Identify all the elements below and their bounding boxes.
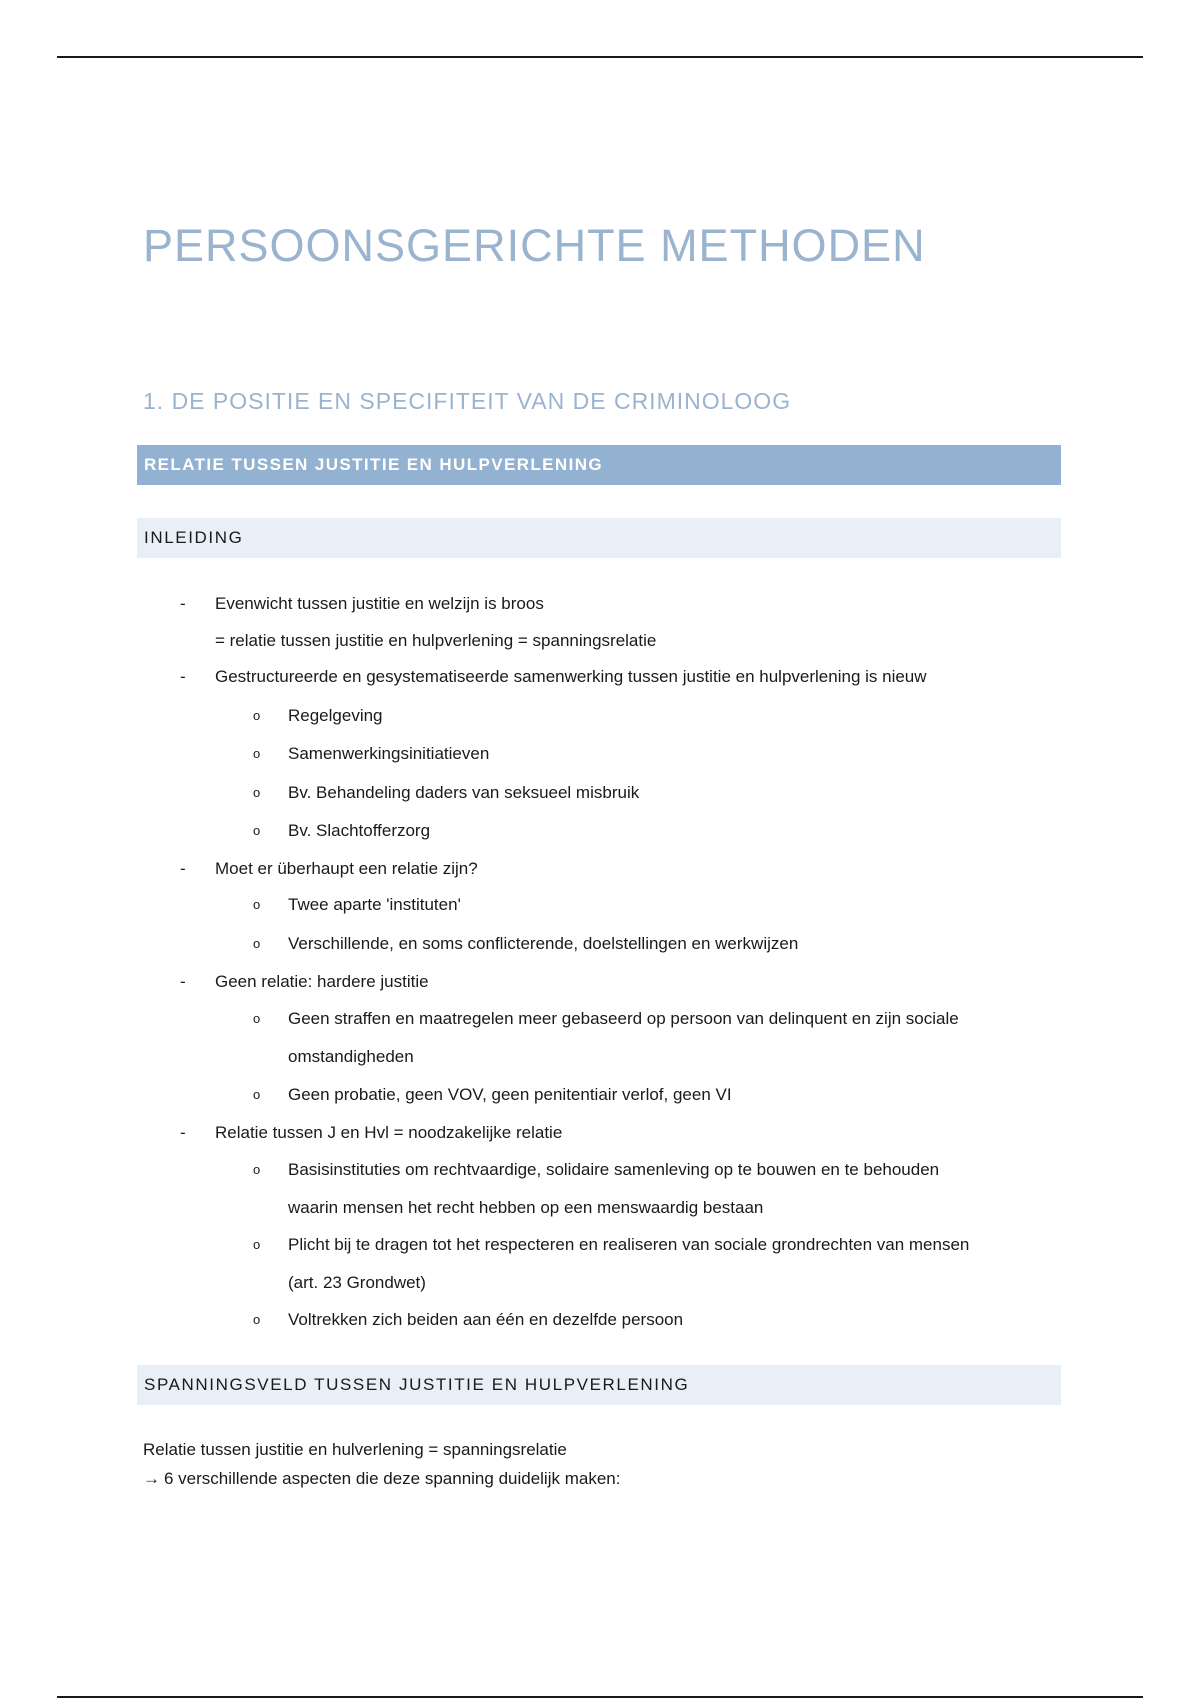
page-title: PERSOONSGERICHTE METHODEN [143, 220, 926, 271]
sub-list-item: Regelgeving [288, 706, 383, 725]
dash-bullet-marker: - [180, 594, 186, 613]
dash-bullet-marker: - [180, 667, 186, 686]
sub-list-item: Twee aparte 'instituten' [288, 895, 461, 914]
list-item: Gestructureerde en gesystematiseerde samenwerking tussen justitie en hulpverlening is nieuw [215, 667, 927, 686]
circle-bullet-marker: o [253, 1087, 261, 1102]
subsection-heading-tension: SPANNINGSVELD TUSSEN JUSTITIE EN HULPVERLENING [137, 1365, 1061, 1405]
chapter-heading: 1. DE POSITIE EN SPECIFITEIT VAN DE CRIMINOLOOG [143, 388, 792, 414]
dash-bullet-marker: - [180, 972, 186, 991]
circle-bullet-marker: o [253, 936, 261, 951]
subsection-heading-intro: INLEIDING [137, 518, 1061, 558]
arrow-right-icon: → [143, 1469, 160, 1488]
section-heading: RELATIE TUSSEN JUSTITIE EN HULPVERLENING [137, 445, 1061, 485]
sub-list-item: Geen straffen en maatregelen meer gebaseerd op persoon van delinquent en zijn sociale [288, 1009, 959, 1028]
sub-list-item: Bv. Behandeling daders van seksueel misbruik [288, 783, 640, 802]
sub-list-item-continuation: waarin mensen het recht hebben op een menswaardig bestaan [288, 1198, 764, 1217]
list-item: Evenwicht tussen justitie en welzijn is broos [215, 594, 544, 613]
sub-list-item: Verschillende, en soms conflicterende, doelstellingen en werkwijzen [288, 934, 799, 953]
sub-list-item: Samenwerkingsinitiatieven [288, 744, 490, 763]
circle-bullet-marker: o [253, 1162, 261, 1177]
paragraph: Relatie tussen justitie en hulverlening = spanningsrelatie [143, 1440, 567, 1459]
circle-bullet-marker: o [253, 1011, 261, 1026]
circle-bullet-marker: o [253, 746, 261, 761]
circle-bullet-marker: o [253, 1237, 261, 1252]
sub-list-item-continuation: (art. 23 Grondwet) [288, 1273, 426, 1292]
list-item: Moet er überhaupt een relatie zijn? [215, 859, 478, 878]
header-rule [57, 56, 1143, 58]
sub-list-item: Basisinstituties om rechtvaardige, solidaire samenleving op te bouwen en te behouden [288, 1160, 940, 1179]
sub-list-item-continuation: omstandigheden [288, 1047, 414, 1066]
sub-list-item: Geen probatie, geen VOV, geen penitentiair verlof, geen VI [288, 1085, 732, 1104]
circle-bullet-marker: o [253, 785, 261, 800]
circle-bullet-marker: o [253, 708, 261, 723]
circle-bullet-marker: o [253, 1312, 261, 1327]
list-item: Geen relatie: hardere justitie [215, 972, 429, 991]
circle-bullet-marker: o [253, 897, 261, 912]
footer-rule [57, 1696, 1143, 1698]
dash-bullet-marker: - [180, 859, 186, 878]
list-item-continuation: = relatie tussen justitie en hulpverlening = spanningsrelatie [215, 631, 657, 650]
dash-bullet-marker: - [180, 1123, 186, 1142]
sub-list-item: Bv. Slachtofferzorg [288, 821, 431, 840]
sub-list-item: Plicht bij te dragen tot het respecteren en realiseren van sociale grondrechten van mensen [288, 1235, 970, 1254]
sub-list-item: Voltrekken zich beiden aan één en dezelfde persoon [288, 1310, 684, 1329]
circle-bullet-marker: o [253, 823, 261, 838]
list-item: Relatie tussen J en Hvl = noodzakelijke relatie [215, 1123, 563, 1142]
paragraph-arrow-line [143, 1467, 620, 1491]
paragraph-text: 6 verschillende aspecten die deze spanning duidelijk maken: [164, 1469, 621, 1488]
